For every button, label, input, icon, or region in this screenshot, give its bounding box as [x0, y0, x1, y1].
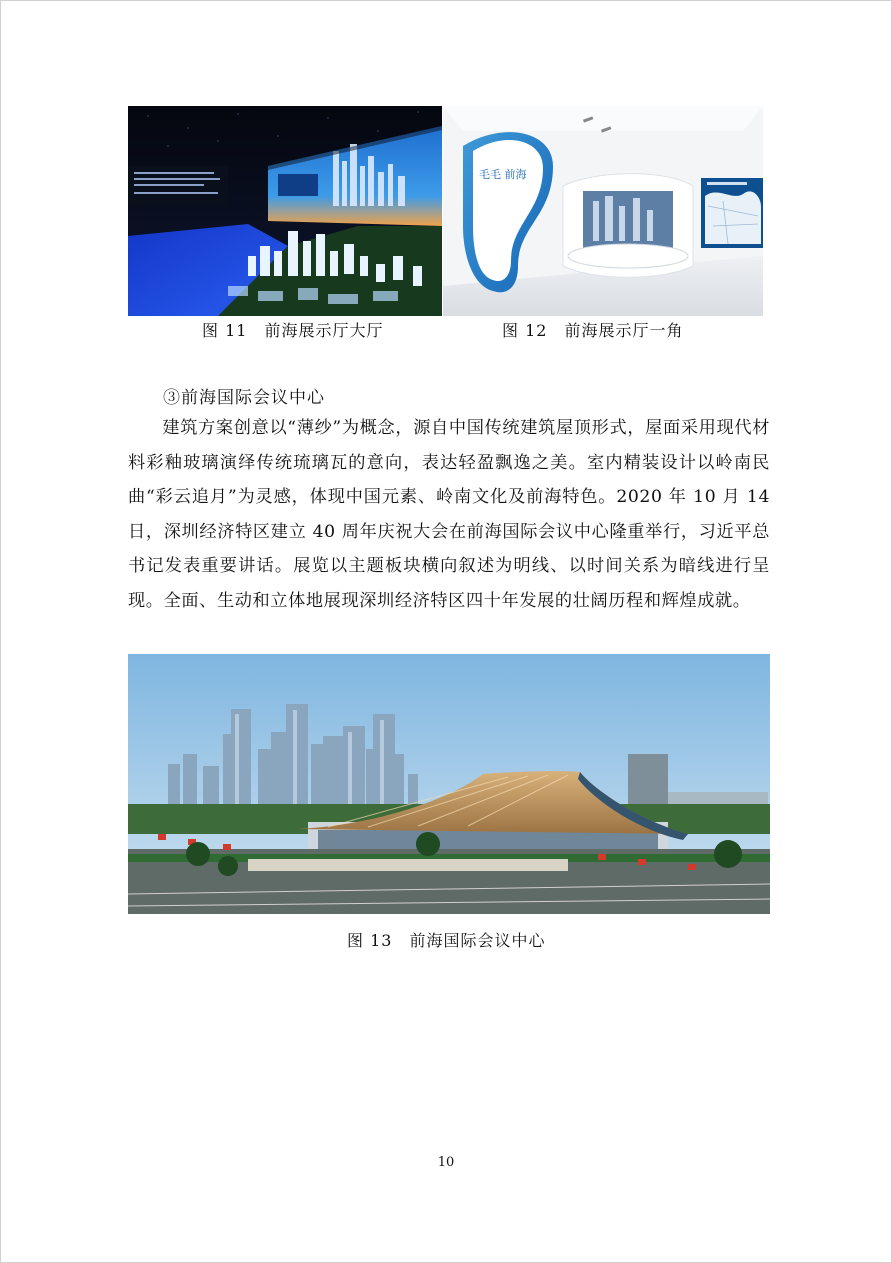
figure-12-image — [443, 106, 763, 316]
figure-13-image — [128, 654, 770, 914]
figure-11-caption: 图 11 前海展示厅大厅 — [202, 321, 384, 340]
section-body: 建筑方案创意以“薄纱”为概念，源自中国传统建筑屋顶形式，屋面采用现代材料彩釉玻璃演绎传统琉璃瓦的意向，表达轻盈飘逸之美。室内精装设计以岭南民曲“彩云追月”为灵感，体现中国元素、岭南文化及前海特色。2020 年 10 月 14 日，深圳经济特区建立 40 周年庆祝大会在前海国际会议中心隆重举行，习近平总书记发表重要讲话。展览以主题板块横向叙述为明线、以时间关系为暗线进行呈现。全面、生动和立体地展现深圳经济特区四十年发展的壮阔历程和辉煌成就。 — [128, 418, 770, 611]
figure-13-caption: 图 13 前海国际会议中心 — [347, 931, 546, 950]
section-heading: ③前海国际会议中心 — [163, 388, 325, 408]
figure-12-caption: 图 12 前海展示厅一角 — [502, 321, 684, 340]
page-number: 10 — [437, 1155, 455, 1170]
figure-11-image — [128, 106, 442, 316]
svg-text:毛毛 前海: 毛毛 前海 — [479, 168, 527, 181]
